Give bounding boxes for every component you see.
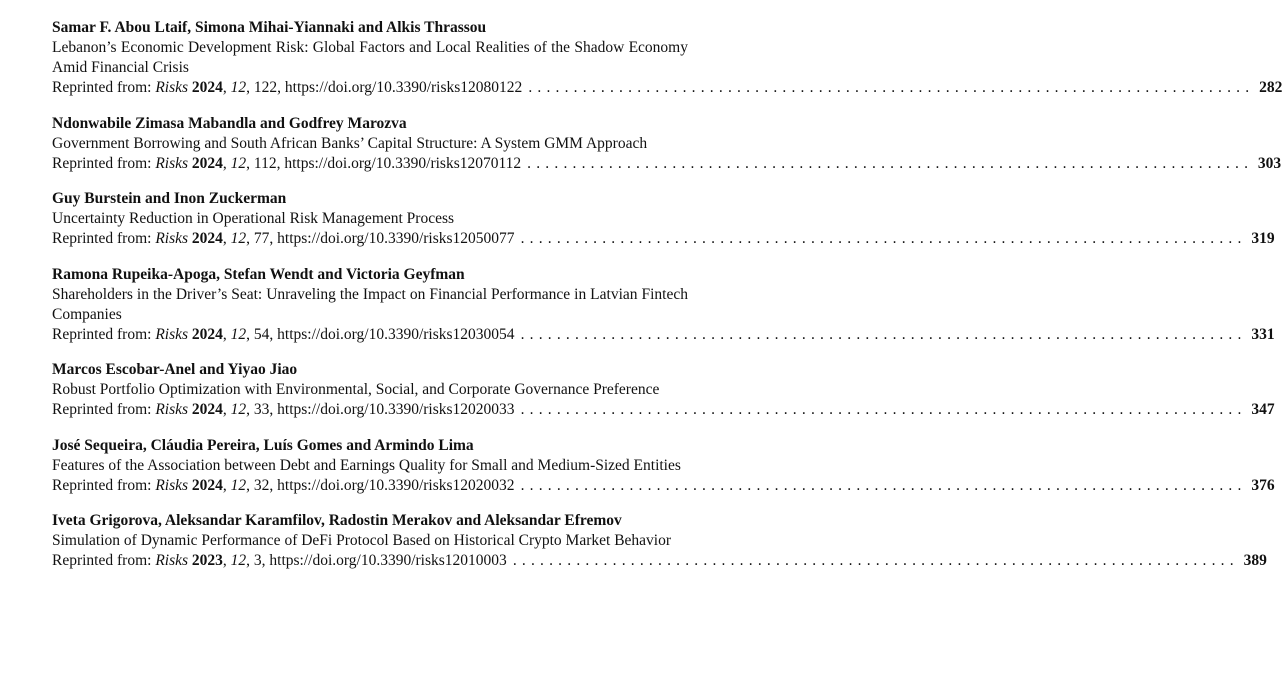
publication-year: 2023 [191, 552, 223, 569]
volume-number: 12 [230, 401, 247, 418]
entry-title: Government Borrowing and South African Banks’ Capital Structure: A System GMM Approach [52, 134, 648, 152]
article-doi[interactable]: , 3, https://doi.org/10.3390/risks12010003 [246, 552, 507, 569]
journal-name: Risks [155, 154, 189, 172]
volume-number: 12 [230, 476, 247, 494]
toc-entry [52, 189, 1275, 249]
entry-citation: Reprinted from: Risks 2023, 12, 3, https://doi.org/10.3390/risks12010003 ................................................................................ 389 [52, 552, 1267, 569]
entry-authors: Samar F. Abou Ltaif, Simona Mihai-Yiannaki and Alkis Thrassou [52, 19, 487, 36]
reprint-label: Reprinted from: [52, 401, 156, 418]
entry-authors: Iveta Grigorova, Aleksandar Karamfilov, Radostin Merakov and Aleksandar Efremov [52, 512, 622, 529]
journal-name: Risks [155, 552, 189, 569]
dot-leader: ................................................................................ [520, 230, 1247, 247]
entry-citation: Reprinted from: Risks 2024, 12, 122, https://doi.org/10.3390/risks12080122 ................................................................................ 282 [52, 79, 1282, 96]
entry-authors: Guy Burstein and Inon Zuckerman [52, 190, 287, 207]
volume-number: 12 [230, 325, 247, 343]
publication-year: 2024 [191, 476, 223, 494]
entry-authors: Ndonwabile Zimasa Mabandla and Godfrey Marozva [52, 114, 407, 132]
page-number[interactable]: 389 [1243, 552, 1267, 569]
reprint-label: Reprinted from: [52, 79, 156, 96]
entry-title: Uncertainty Reduction in Operational Risk Management Process [52, 210, 455, 227]
entry-citation: Reprinted from: Risks 2024, 12, 54, https://doi.org/10.3390/risks12030054 ................................................................................ 331 [52, 325, 1275, 343]
page-number[interactable]: 347 [1251, 401, 1275, 418]
reprint-label: Reprinted from: [52, 230, 156, 247]
dot-leader: ................................................................................ [520, 476, 1247, 494]
reprint-label: Reprinted from: [52, 325, 156, 343]
dot-leader: ................................................................................ [512, 552, 1239, 569]
journal-name: Risks [155, 79, 189, 96]
dot-leader: ................................................................................ [528, 79, 1255, 96]
publication-year: 2024 [191, 325, 223, 343]
toc-entry [52, 436, 1275, 496]
entry-title: Features of the Association between Debt and Earnings Quality for Small and Medium-Sized Entities [52, 456, 681, 474]
entry-authors: Marcos Escobar-Anel and Yiyao Jiao [52, 361, 298, 378]
reprint-label: Reprinted from: [52, 154, 156, 172]
entry-title: Robust Portfolio Optimization with Environmental, Social, and Corporate Governance Preference [52, 381, 660, 398]
article-doi[interactable]: , 122, https://doi.org/10.3390/risks12080122 [246, 79, 523, 96]
entry-title: Lebanon’s Economic Development Risk: Global Factors and Local Realities of the Shadow Economy Amid Financial Crisis [52, 39, 688, 76]
volume-number: 12 [230, 79, 247, 96]
entry-citation: Reprinted from: Risks 2024, 12, 77, https://doi.org/10.3390/risks12050077 ................................................................................ 319 [52, 230, 1275, 247]
publication-year: 2024 [191, 401, 223, 418]
entry-title: Shareholders in the Driver’s Seat: Unraveling the Impact on Financial Performance in Latvian Fintech Companies [52, 285, 688, 323]
toc-entry [52, 265, 1275, 345]
article-doi[interactable]: , 32, https://doi.org/10.3390/risks12020032 [246, 476, 515, 494]
publication-year: 2024 [191, 79, 223, 96]
toc-entry [52, 511, 1267, 571]
entry-citation: Reprinted from: Risks 2024, 12, 32, https://doi.org/10.3390/risks12020032 ................................................................................ 376 [52, 476, 1275, 494]
dot-leader: ................................................................................ [520, 325, 1247, 343]
entry-authors: Ramona Rupeika-Apoga, Stefan Wendt and Victoria Geyfman [52, 265, 465, 283]
reprint-label: Reprinted from: [52, 552, 156, 569]
dot-leader: ................................................................................ [527, 154, 1254, 172]
entry-authors: José Sequeira, Cláudia Pereira, Luís Gomes and Armindo Lima [52, 436, 474, 454]
journal-name: Risks [155, 401, 189, 418]
publication-year: 2024 [191, 154, 223, 172]
journal-name: Risks [155, 325, 189, 343]
entry-citation: Reprinted from: Risks 2024, 12, 112, https://doi.org/10.3390/risks12070112 ................................................................................ 303 [52, 154, 1282, 172]
entry-citation: Reprinted from: Risks 2024, 12, 33, https://doi.org/10.3390/risks12020033 ................................................................................ 347 [52, 401, 1275, 418]
publication-year: 2024 [191, 230, 223, 247]
page-number[interactable]: 331 [1251, 325, 1275, 343]
toc-entry [52, 360, 1275, 420]
article-doi[interactable]: , 77, https://doi.org/10.3390/risks12050077 [246, 230, 515, 247]
toc-entry [52, 18, 1282, 98]
page-number[interactable]: 282 [1259, 79, 1282, 96]
journal-name: Risks [155, 230, 189, 247]
page-number[interactable]: 319 [1251, 230, 1275, 247]
journal-name: Risks [155, 476, 189, 494]
article-doi[interactable]: , 33, https://doi.org/10.3390/risks12020033 [246, 401, 515, 418]
article-doi[interactable]: , 54, https://doi.org/10.3390/risks12030054 [246, 325, 515, 343]
entry-title: Simulation of Dynamic Performance of DeFi Protocol Based on Historical Crypto Market Behavior [52, 532, 672, 549]
volume-number: 12 [230, 552, 247, 569]
reprint-label: Reprinted from: [52, 476, 156, 494]
page-number[interactable]: 376 [1251, 476, 1275, 494]
toc-entry [52, 114, 1282, 174]
table-of-contents [52, 18, 1282, 587]
dot-leader: ................................................................................ [520, 401, 1247, 418]
page-number[interactable]: 303 [1257, 154, 1282, 172]
volume-number: 12 [230, 154, 247, 172]
volume-number: 12 [230, 230, 247, 247]
article-doi[interactable]: , 112, https://doi.org/10.3390/risks12070112 [246, 154, 522, 172]
